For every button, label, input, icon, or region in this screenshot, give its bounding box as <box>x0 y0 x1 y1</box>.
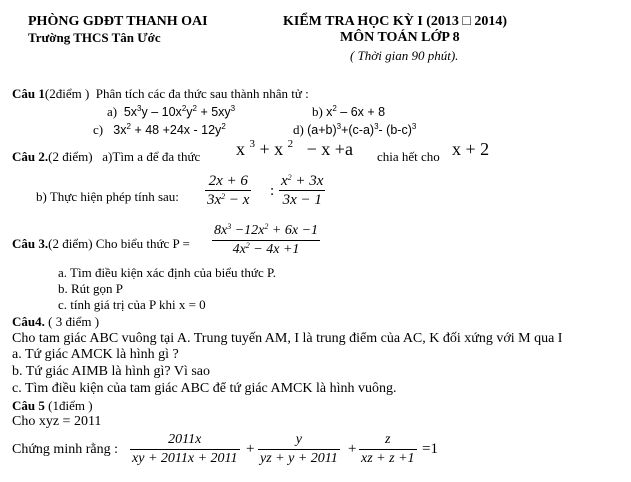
school-office: PHÒNG GDĐT THANH OAI <box>28 14 208 29</box>
q5-fraction-2: y yz + y + 2011 <box>260 432 338 466</box>
q1-a-label: a) <box>107 104 118 119</box>
q4-item-b: b. Tứ giác AIMB là hình gì? Vì sao <box>12 364 210 379</box>
q4-points: ( 3 điểm ) <box>48 314 100 329</box>
q5-equals-one: =1 <box>422 441 438 457</box>
q1-c-label: c) <box>93 122 104 137</box>
q4-item-a: a. Tứ giác AMCK là hình gì ? <box>12 347 179 362</box>
exam-title: KIỂM TRA HỌC KỲ I (2013 □ 2014) <box>283 14 508 29</box>
q5-given: Cho xyz = 2011 <box>12 414 102 429</box>
q1-heading <box>12 86 309 101</box>
subject-title: MÔN TOÁN LỚP 8 <box>340 30 460 45</box>
q3-prompt: Cho biểu thức P = <box>95 236 190 251</box>
q1-d-label: d) <box>293 122 304 137</box>
q3-item-b: b. Rút gọn P <box>58 281 124 296</box>
q1-b-label: b) <box>312 104 323 119</box>
q2-label: Câu 2. <box>12 149 49 164</box>
q4-item-c: c. Tìm điều kiện của tam giác ABC để tứ giác AMCK là hình vuông. <box>12 381 397 396</box>
q1-item-c <box>93 122 226 138</box>
q1-d-expr: $(a+b)^3+(c-a)^3-$ $(b-c)^3$ <box>307 122 417 137</box>
q2-fraction-2: $x^2 + 3x$ 3x − 1 <box>281 173 324 208</box>
q5-plus-2: + <box>348 441 357 457</box>
q3-heading <box>12 236 190 251</box>
q2-fraction-1: 2x + 6 $3x^2 - x$ <box>207 173 250 208</box>
q4-heading <box>12 314 99 329</box>
q1-label: Câu 1 <box>12 86 45 101</box>
q3-item-a: a. Tìm điều kiện xác định của biểu thức P. <box>58 265 277 280</box>
q3-points: (2 điểm) <box>48 236 93 251</box>
q2-heading <box>12 149 200 164</box>
q5-plus-1: + <box>246 441 255 457</box>
q4-prompt: Cho tam giác ABC vuông tại A. Trung tuyến AM, I là trung điểm của AC, K đối xứng với M qua I <box>12 331 563 346</box>
q2-divides-text: chia hết cho <box>377 149 440 164</box>
q5-label: Câu 5 <box>12 398 45 413</box>
q1-prompt: Phân tích các đa thức sau thành nhân tử : <box>95 86 309 101</box>
q1-item-d <box>293 122 416 138</box>
q1-c-expr: $3x^2 + 48 +24x - 12y^2$ <box>106 122 226 137</box>
q3-label: Câu 3. <box>12 236 49 251</box>
school-name: Trường THCS Tân Ước <box>28 30 161 45</box>
q1-item-a <box>107 104 235 120</box>
q5-prove-text: Chứng minh rằng : <box>12 442 118 457</box>
time-limit: ( Thời gian 90 phút). <box>350 48 459 63</box>
q5-fraction-3: z xz + z +1 <box>361 432 415 466</box>
q3-item-c: c. tính giá trị của P khi x = 0 <box>58 297 206 312</box>
q2-a-text: a)Tìm a để đa thức <box>102 149 201 164</box>
q2-divide-sign: : <box>270 183 275 199</box>
q5-heading <box>12 398 93 413</box>
q1-points: (2điểm ) <box>44 86 90 101</box>
q1-a-expr: $5x^3y - 10x^2y^2 + 5xy^3$ <box>120 104 236 119</box>
q1-item-b <box>312 104 385 120</box>
q3-expression: $8x^3 -12x^2 + 6x -1$ $4x^2 - 4x +1$ <box>214 222 319 257</box>
q5-points: (1điểm ) <box>48 398 93 413</box>
q2-divisor: x + 2 <box>452 139 490 159</box>
q2-b-text: b) Thực hiện phép tính sau: <box>36 189 179 204</box>
q4-label: Câu4. <box>12 314 45 329</box>
q5-fraction-1: 2011x xy + 2011x + 2011 <box>132 432 238 466</box>
q2-points: (2 điểm) <box>48 149 93 164</box>
q2-polynomial: x $^3$ + x $^2$ − x +a <box>236 138 353 159</box>
q1-b-expr: $x^2 - 6x + 8$ <box>326 104 386 119</box>
